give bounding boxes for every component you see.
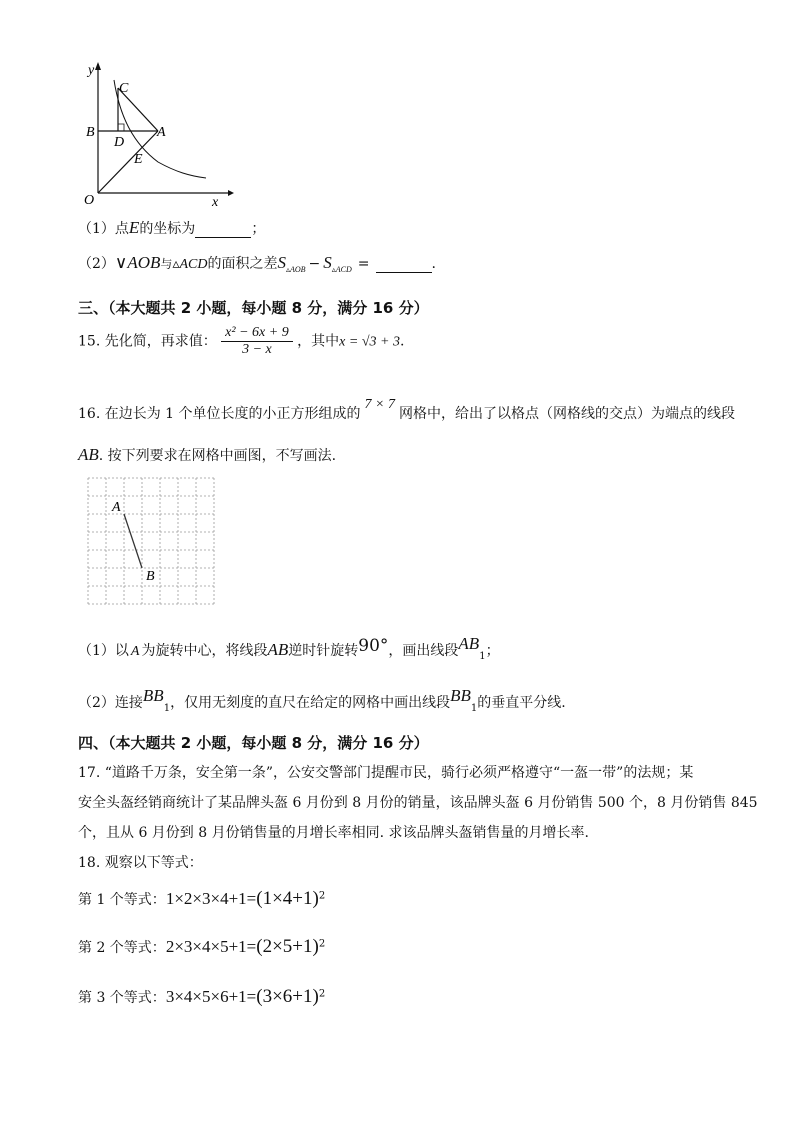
- q15-fraction: $\frac{\text{x² − 6x + 9}}{3 - x}$: [221, 325, 293, 358]
- coordinate-figure: [78, 58, 238, 208]
- section-3-title: 三、（本大题共 2 小题，每小题 8 分，满分 16 分）: [78, 299, 429, 317]
- grid-figure: [84, 474, 230, 610]
- q15: 15. 先化简，再求值： $\frac{\text{x² − 6x + 9}}{3 - x}$ ，其中x = √3 + 3.: [78, 325, 405, 357]
- q16-line1: 16. 在边长为 1 个单位长度的小正方形组成的7 × 7网格中，给出了以格点（网格线的交点）为端点的线段: [78, 397, 735, 422]
- q16-part1: （1）以 A 为旋转中心，将线段AB逆时针旋转90°，画出线段$AB_1$；: [78, 634, 500, 662]
- answer-blank[interactable]: [376, 256, 432, 273]
- grid-label-A: A: [112, 500, 121, 515]
- q17-line3: 个，且从 6 月份到 8 月份销售量的月增长率相同. 求该品牌头盔销售量的月增长率.: [78, 825, 589, 841]
- q18-equation-1: 第 1 个等式：$1\times 2\times 3\times 4+1=(1\times 4+1)^2$: [78, 888, 326, 909]
- q17-line2: 安全头盔经销商统计了某品牌头盔 6 月份到 8 月份的销量，该品牌头盔 6 月份销售 500 个，8 月份销售 845: [78, 795, 758, 811]
- label-E: E: [134, 152, 143, 167]
- q18-intro: 18. 观察以下等式：: [78, 855, 203, 871]
- label-O: O: [84, 193, 95, 208]
- label-y: y: [88, 63, 95, 78]
- label-x: x: [212, 195, 219, 208]
- answer-blank[interactable]: [195, 221, 251, 238]
- label-D: D: [114, 135, 125, 150]
- label-C: C: [119, 81, 129, 96]
- q16-part2: （2）连接$BB_1$，仅用无刻度的直尺在给定的网格中画出线段$BB_1$的垂直平分线.: [78, 686, 566, 714]
- section-4-title: 四、（本大题共 2 小题，每小题 8 分，满分 16 分）: [78, 734, 429, 752]
- label-B: B: [86, 125, 95, 140]
- grid-label-B: B: [146, 569, 155, 584]
- q16-line2: AB. 按下列要求在网格中画图，不写画法.: [78, 445, 337, 464]
- q18-equation-2: 第 2 个等式：$2\times 3\times 4\times 5+1=(2\times 5+1)^2$: [78, 936, 326, 957]
- q17-line1: 17. “道路千万条，安全第一条”，公安交警部门提醒市民，骑行必须严格遵守“一盔一带”的法规；某: [78, 765, 694, 781]
- label-A: A: [157, 125, 166, 140]
- q14-part2: （2）∨AOB与▵ACD的面积之差$S_{▵AOB} - S_{▵ACD}$ = .: [78, 253, 436, 274]
- q18-equation-3: 第 3 个等式：$3\times 4\times 5\times 6+1=(3\times 6+1)^2$: [78, 986, 326, 1007]
- q14-part1: （1）点E的坐标为 ；: [78, 218, 266, 237]
